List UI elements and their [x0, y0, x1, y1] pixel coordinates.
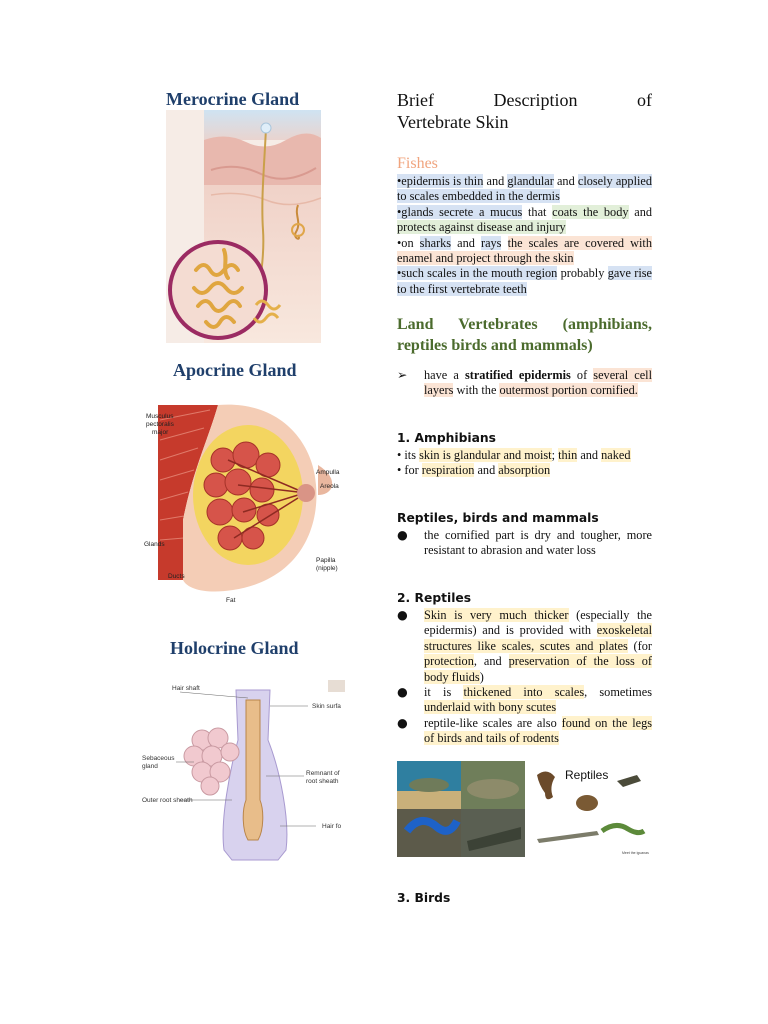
- land-bullet: [397, 368, 652, 399]
- rep-text: it is: [424, 685, 464, 699]
- rep-text: reptile-like scales are also: [424, 716, 562, 730]
- label-skin-surface: Skin surfa: [312, 703, 341, 710]
- land-bold: stratified epidermis: [464, 368, 571, 382]
- fishes-text: that: [522, 204, 553, 219]
- fishes-hl: closely applied to scales embedded in the dermis: [397, 174, 653, 204]
- fishes-hl: coats the body: [552, 204, 629, 219]
- label-sebaceous: Sebaceous: [142, 755, 175, 762]
- fishes-hl: sharks: [419, 235, 452, 250]
- amph-hl: naked: [601, 448, 631, 462]
- amph-text: and: [577, 448, 602, 462]
- label-root-sheath: root sheath: [306, 778, 339, 785]
- apocrine-title: Apocrine Gland: [173, 360, 297, 380]
- bullet-dot-icon: ●: [397, 528, 408, 542]
- label-areola: Areola: [320, 483, 339, 490]
- title-line-1: [397, 89, 652, 111]
- fishes-text: probably: [557, 266, 608, 281]
- rbm-text: the cornified part is dry and tougher, more resistant to abrasion and water loss: [424, 528, 652, 558]
- label-musculus: Musculus: [146, 413, 174, 420]
- rbm-bullet: [397, 528, 652, 559]
- bullet-dot-icon: ●: [397, 685, 408, 699]
- amph-hl: skin is glandular and moist: [419, 448, 552, 462]
- amph-hl: respiration: [421, 463, 475, 478]
- rep-hl: thickened into scales: [463, 685, 585, 699]
- bullet-dot-icon: ●: [397, 716, 408, 730]
- label-pectoralis: pectoralis: [146, 421, 174, 428]
- amphibians-paragraph: [397, 448, 652, 479]
- merocrine-title: Merocrine Gland: [166, 89, 300, 109]
- fishes-heading: Fishes: [397, 155, 438, 172]
- apocrine-gland-illustration: [138, 400, 346, 605]
- amphibians-heading: 1. Amphibians: [397, 431, 496, 445]
- land-text: with the: [453, 383, 500, 398]
- fishes-text: and: [553, 174, 578, 188]
- land-vertebrates-heading: Land Vertebrates (amphibians, reptiles birds and mammals): [397, 316, 652, 354]
- fishes-hl: the scales are covered with enamel and project through the skin: [397, 235, 652, 266]
- fishes-hl: glandular: [507, 174, 554, 188]
- amph-hl: absorption: [498, 463, 551, 478]
- fishes-text: and: [628, 204, 652, 219]
- collage-label: Reptiles: [565, 768, 609, 782]
- birds-heading: 3. Birds: [397, 891, 451, 905]
- rep-text: , sometimes: [584, 685, 652, 699]
- fishes-hl: •such scales in the mouth region: [397, 266, 558, 281]
- label-gland: gland: [142, 763, 158, 770]
- label-outer-root-sheath: Outer root sheath: [142, 797, 193, 804]
- reptiles-heading: 2. Reptiles: [397, 591, 472, 605]
- fishes-hl: •glands secrete a mucus: [397, 204, 523, 219]
- land-text: of: [570, 368, 594, 382]
- page-title: [397, 89, 652, 133]
- rep-hl: protection: [424, 654, 474, 669]
- merocrine-gland-illustration: [166, 110, 321, 343]
- land-hl: outermost portion cornified.: [499, 383, 638, 398]
- holocrine-gland-illustration: [140, 680, 345, 865]
- label-fat: Fat: [226, 597, 236, 604]
- fishes-text: and: [451, 235, 481, 250]
- fishes-hl: •epidermis is thin: [397, 174, 484, 188]
- arrow-bullet-icon: ➢: [397, 368, 408, 382]
- label-nipple: (nipple): [316, 565, 338, 572]
- land-text: have a: [424, 368, 465, 382]
- amph-text: and: [474, 463, 499, 478]
- label-hair-fo: Hair fo: [322, 823, 342, 830]
- fishes-text: [501, 236, 507, 250]
- fishes-hl: gave rise to the first vertebrate teeth: [397, 266, 652, 296]
- label-papilla: Papilla: [316, 557, 336, 564]
- reptiles-bullet-3: [397, 716, 652, 747]
- title-word-1: Brief: [397, 90, 434, 110]
- title-word-3: of: [637, 90, 652, 110]
- fishes-text: and: [483, 174, 508, 188]
- rep-hl: preservation of the loss of body fluids: [424, 654, 652, 684]
- rep-hl: exoskeletal structures like scales, scutes and plates: [424, 623, 652, 653]
- label-major: major: [152, 429, 169, 436]
- amph-hl: thin: [558, 448, 578, 462]
- rep-hl: found on the legs of birds and tails of rodents: [424, 716, 653, 746]
- rep-text: (for: [627, 638, 652, 653]
- land-hl: several cell layers: [424, 368, 652, 398]
- label-hair-shaft: Hair shaft: [172, 685, 200, 692]
- label-glands: Glands: [144, 541, 165, 548]
- collage-caption: Meet the iguanas: [622, 851, 649, 855]
- rep-hl: underlaid with bony scutes: [424, 700, 557, 715]
- fishes-hl: rays: [480, 235, 502, 250]
- amph-text: • its: [397, 448, 420, 462]
- label-ducts: Ducts: [168, 573, 185, 580]
- bullet-dot-icon: ●: [397, 608, 408, 622]
- amph-text: ;: [551, 448, 559, 462]
- rep-text: ): [479, 669, 484, 684]
- label-ampulla: Ampulla: [316, 469, 340, 476]
- reptiles-bullet-2: [397, 685, 652, 716]
- title-line-2: Vertebrate Skin: [397, 112, 509, 132]
- label-remnant: Remnant of: [306, 770, 340, 777]
- rep-hl: Skin is very much thicker: [424, 608, 569, 622]
- fishes-paragraph: [397, 174, 652, 297]
- reptiles-bullet-1: [397, 608, 652, 685]
- title-word-2: Description: [493, 90, 578, 110]
- rep-text: , and: [473, 654, 509, 669]
- rep-text: (especially the epidermis) and is provided with: [424, 608, 652, 638]
- holocrine-title: Holocrine Gland: [170, 638, 299, 658]
- amph-text: • for: [397, 463, 422, 478]
- fishes-hl: protects against disease and injury: [397, 220, 566, 235]
- fishes-text: •on: [397, 235, 420, 250]
- reptiles-birds-mammals-heading: Reptiles, birds and mammals: [397, 511, 599, 525]
- reptiles-photo-collage: [397, 761, 652, 857]
